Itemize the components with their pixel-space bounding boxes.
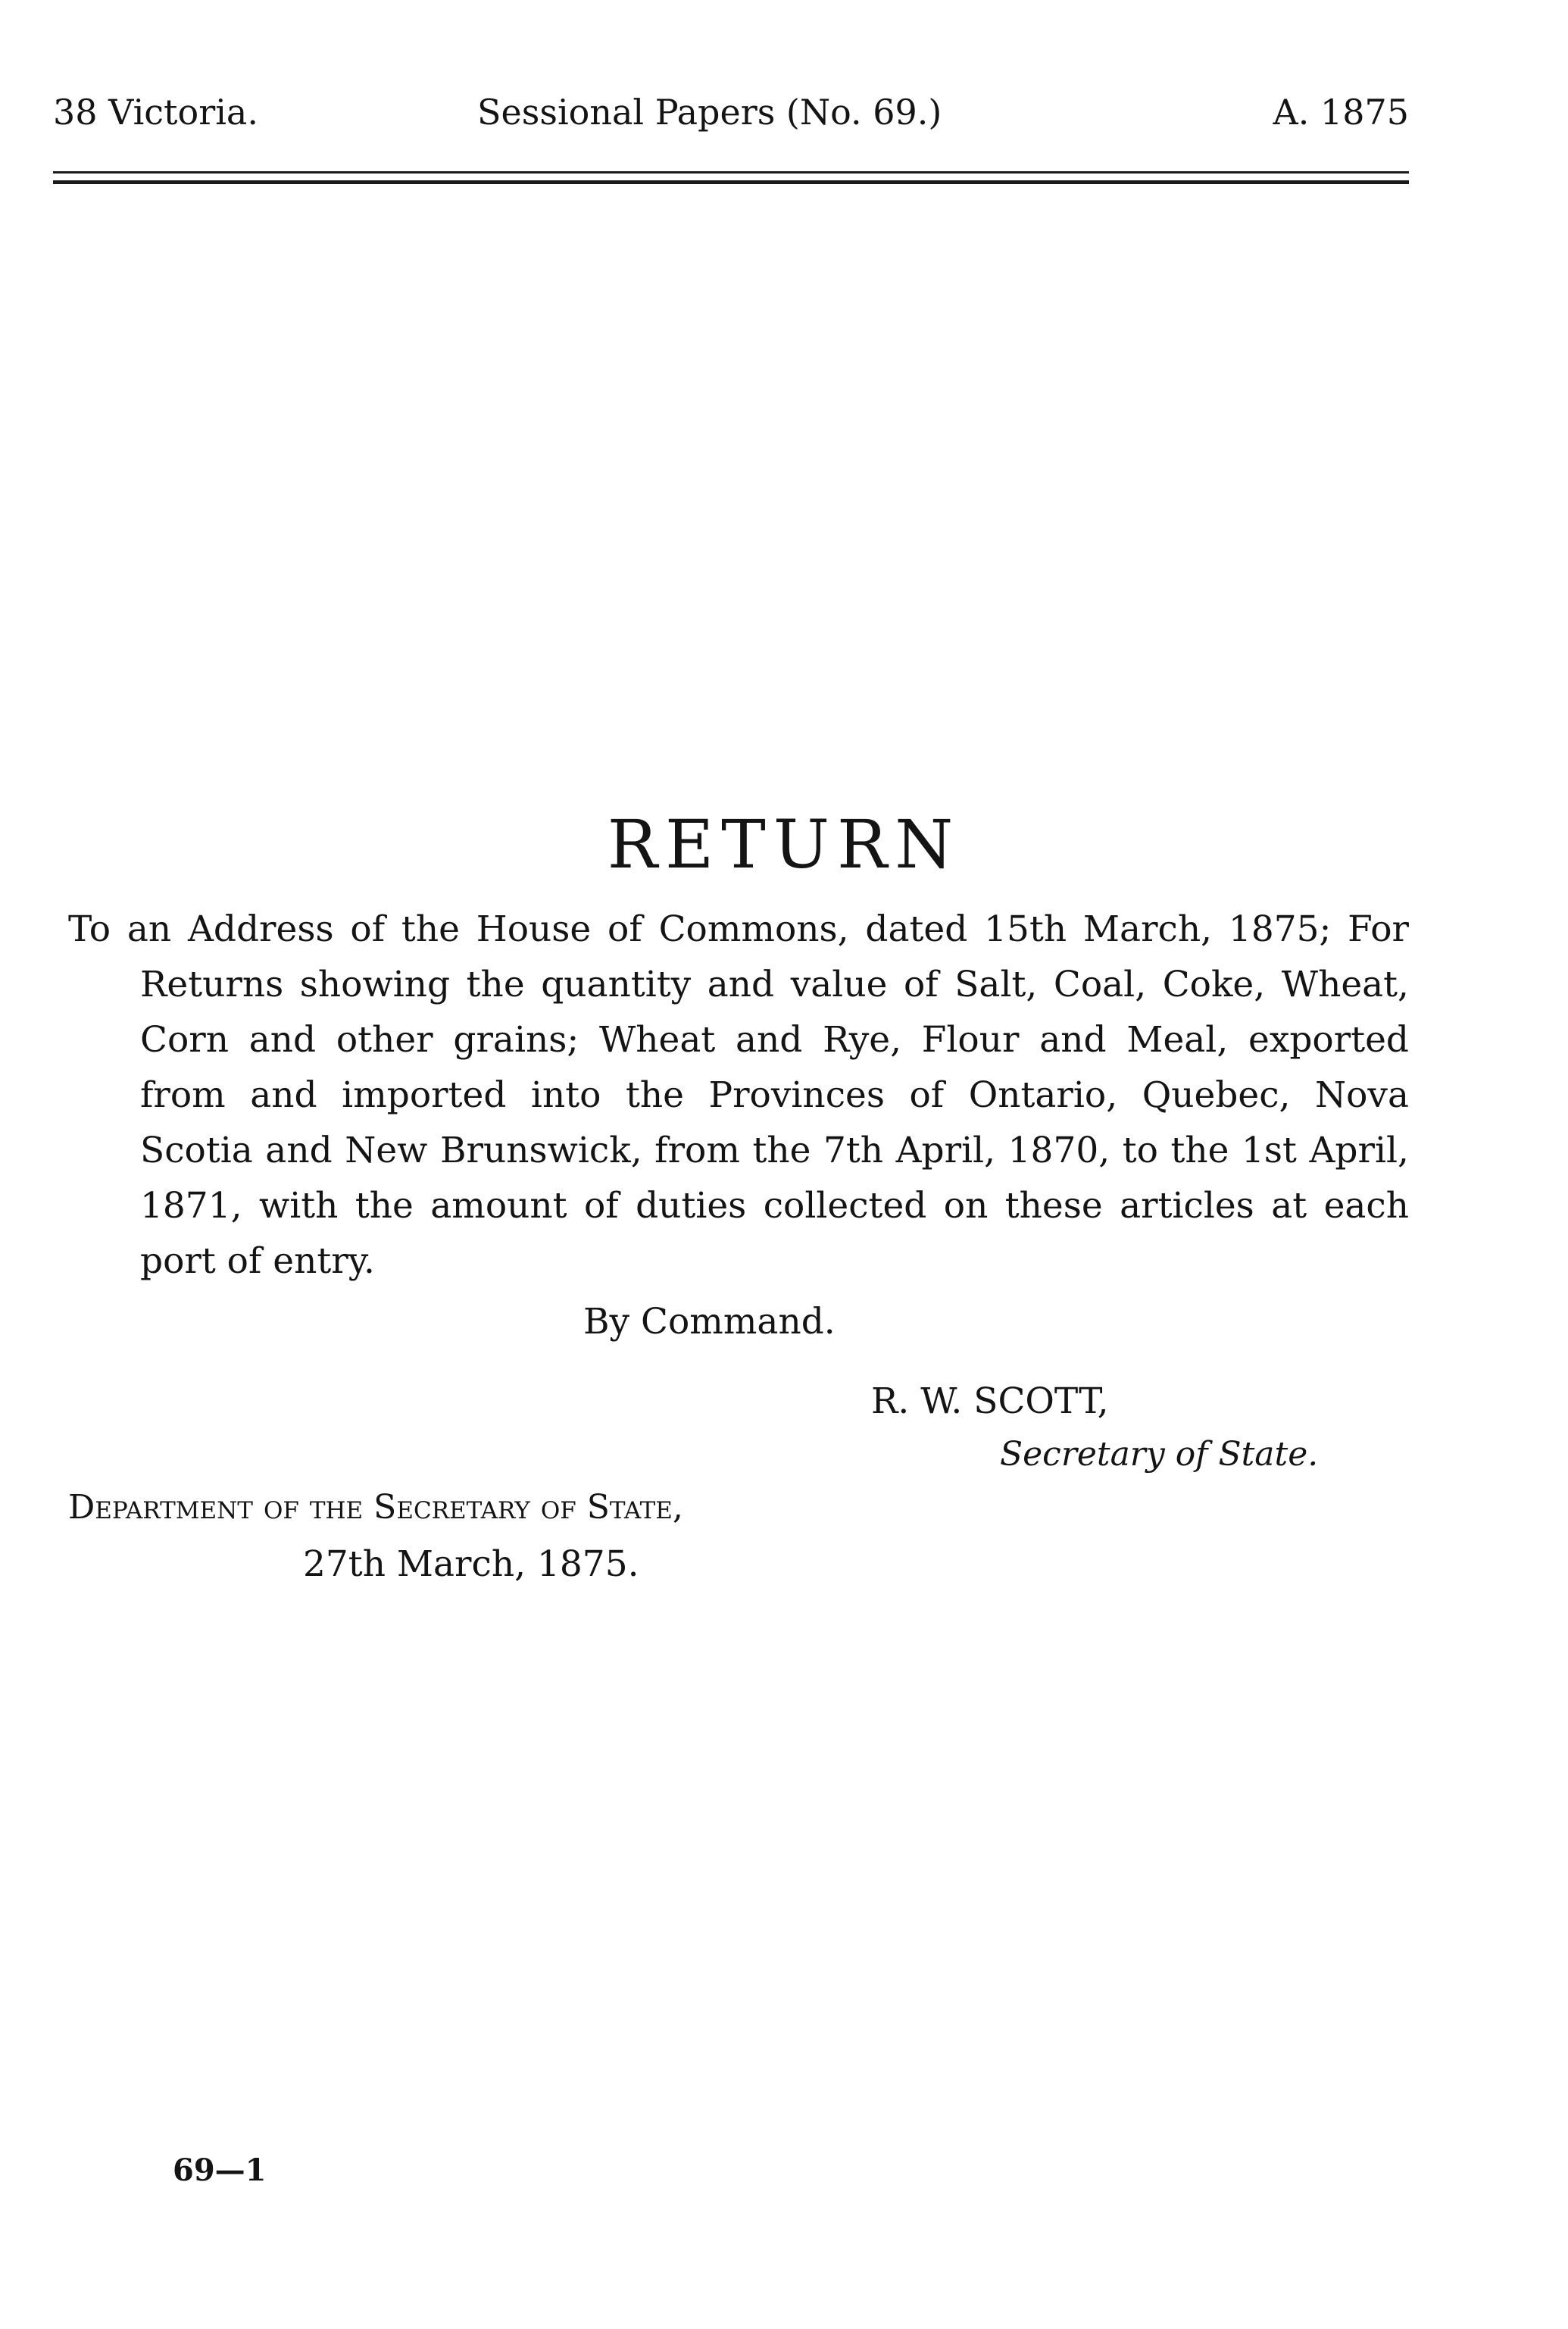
by-command-line: By Command. xyxy=(583,1301,836,1343)
page-folio: 69—1 xyxy=(173,2152,267,2188)
signer-title: Secretary of State. xyxy=(1000,1435,1319,1474)
header-rule-thin xyxy=(53,171,1409,174)
department-name: Department of the Secretary of State, xyxy=(68,1488,683,1527)
department-date: 27th March, 1875. xyxy=(303,1543,639,1585)
header-rule-thick xyxy=(53,180,1409,184)
running-header xyxy=(53,89,1409,135)
address-text: To an Address of the House of Commons, dated 15th March, 1875; For Returns showing the quantity and value of Salt, Coal, Coke, Wheat, Corn and other grains; Wheat and Rye, Flour and Meal, exported from and imported into the Provinces of Ontario, Quebec, Nova Scotia and New Brunswick, from the 7th April, 1870, to the 1st April, 1871, with the amount of duties collected on these articles at each port of entry. xyxy=(68,908,1409,1282)
document-title: RETURN xyxy=(607,805,961,883)
header-year: A. 1875 xyxy=(1273,92,1409,133)
header-sessional-papers: Sessional Papers (No. 69.) xyxy=(477,92,942,133)
signer-name: R. W. SCOTT, xyxy=(871,1380,1109,1422)
address-paragraph xyxy=(68,902,1409,1289)
header-regnal-year: 38 Victoria. xyxy=(53,92,258,133)
